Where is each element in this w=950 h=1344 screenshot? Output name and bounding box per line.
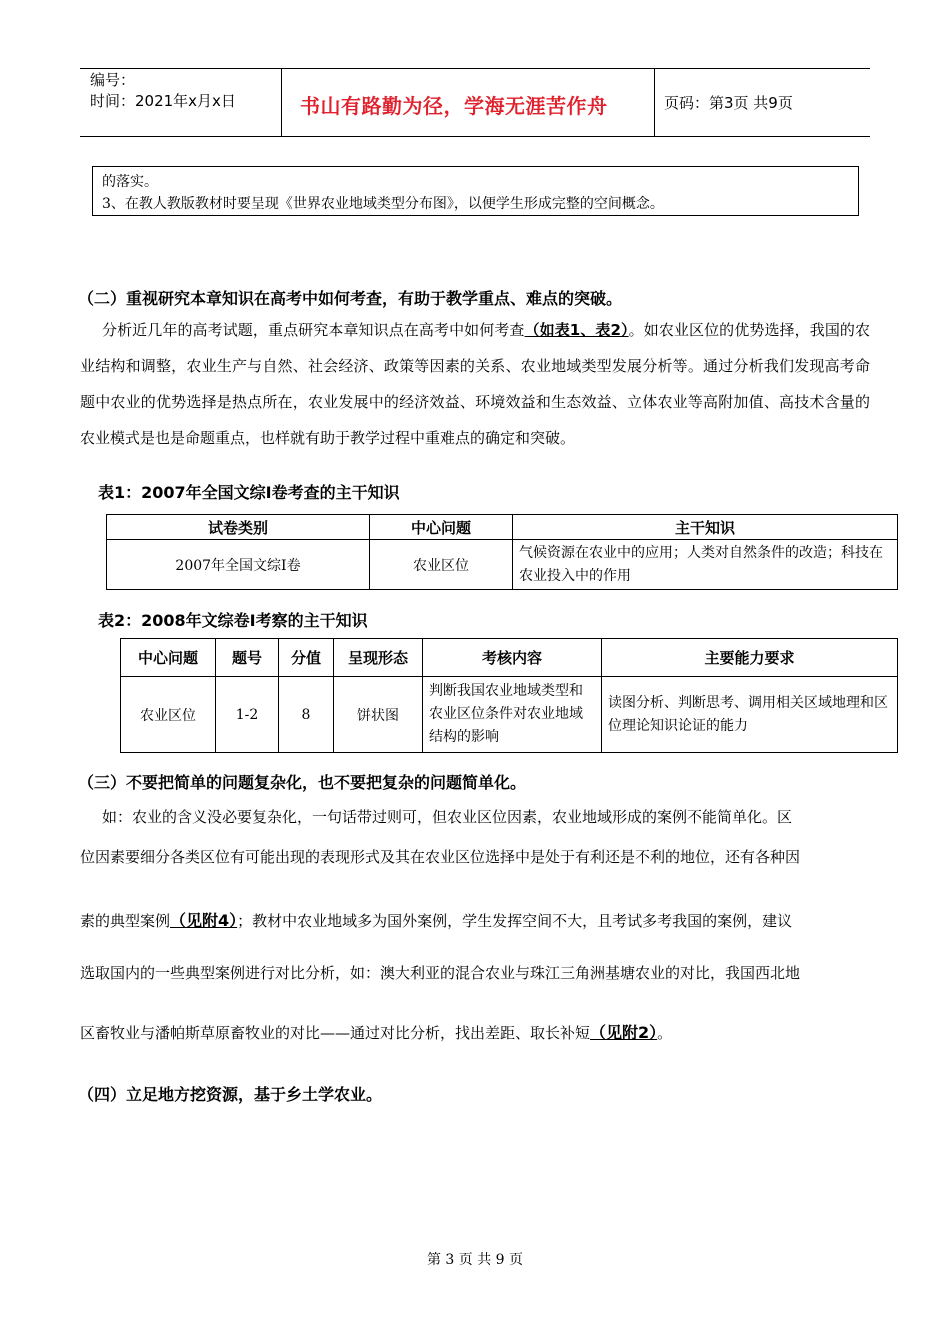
section-2-paragraph xyxy=(80,312,870,456)
section-4-heading: （四）立足地方挖资源，基于乡土学农业。 xyxy=(78,1085,383,1104)
header-bottom-rule xyxy=(80,136,870,137)
table-1-header: 试卷类别 xyxy=(107,515,370,540)
table-2-header: 主要能力要求 xyxy=(602,639,898,677)
table-2-cell: 判断我国农业地域类型和农业区位条件对农业地域结构的影响 xyxy=(423,677,602,753)
table-2-header: 分值 xyxy=(279,639,334,677)
table-1-header: 中心问题 xyxy=(370,515,513,540)
section-2-heading: （二）重视研究本章知识在高考中如何考查，有助于教学重点、难点的突破。 xyxy=(78,289,623,308)
table-2-cell: 饼状图 xyxy=(334,677,423,753)
table-2-header: 题号 xyxy=(216,639,279,677)
table-reference-link: （如表1、表2） xyxy=(524,321,629,339)
section-3-heading: （三）不要把简单的问题复杂化，也不要把复杂的问题简单化。 xyxy=(78,773,527,792)
section-3-text: 区畜牧业与潘帕斯草原畜牧业的对比——通过对比分析，找出差距、取长补短 xyxy=(80,1024,591,1042)
table-1-cell: 农业区位 xyxy=(370,540,513,590)
page-footer: 第 3 页 共 9 页 xyxy=(426,1252,524,1268)
table-2-caption: 表2：2008年文综卷Ⅰ考察的主干知识 xyxy=(98,611,368,630)
header-meta xyxy=(90,70,236,112)
section-2-text-post: 。如农业区位的优势选择，我国的农业结构和调整，农业生产与自然、社会经济、政策等因素的关系、农业地域类型发展分析等。通过分析我们发现高考命题中农业的优势选择是热点所在，农业发展中的经济效益、环境效益和生态效益、立体农业等高附加值、高技术含量的农业模式是也是命题重点，也样就有助于教学过程中重难点的确定和突破。 xyxy=(80,321,870,447)
appendix-2-reference: （见附2） xyxy=(590,1023,658,1042)
header-number: 编号： xyxy=(90,71,136,89)
table-1 xyxy=(106,514,898,590)
section-3-line-5 xyxy=(80,1020,672,1043)
continuation-line-1: 的落实。 xyxy=(102,174,158,190)
section-3-line-4: 选取国内的一些典型案例进行对比分析，如：澳大利亚的混合农业与珠江三角洲基塘农业的对比，我国西北地 xyxy=(80,964,801,982)
table-1-cell: 气候资源在农业中的应用；人类对自然条件的改造；科技在农业投入中的作用 xyxy=(513,540,898,590)
section-2-text-pre: 分析近几年的高考试题，重点研究本章知识点在高考中如何考查 xyxy=(102,321,525,339)
header-top-rule xyxy=(80,68,870,69)
section-3-text: 。 xyxy=(657,1024,673,1042)
table-2-cell: 农业区位 xyxy=(121,677,216,753)
section-3-text: ；教材中农业地域多为国外案例，学生发挥空间不大，且考试多考我国的案例，建议 xyxy=(237,912,793,930)
section-3-line-2: 位因素要细分各类区位有可能出现的表现形式及其在农业区位选择中是处于有利还是不利的地位，还有各种因 xyxy=(80,848,801,866)
continuation-line-2: 3、在教人教版教材时要呈现《世界农业地域类型分布图》，以便学生形成完整的空间概念。 xyxy=(102,196,664,212)
header-page-info: 页码：第3页 共9页 xyxy=(664,94,793,112)
table-1-cell: 2007年全国文综Ⅰ卷 xyxy=(107,540,370,590)
header-time: 时间：2021年x月x日 xyxy=(90,92,236,110)
table-2-header: 中心问题 xyxy=(121,639,216,677)
section-3-text: 素的典型案例 xyxy=(80,912,171,930)
table-2-header: 考核内容 xyxy=(423,639,602,677)
appendix-4-reference: （见附4） xyxy=(170,911,238,930)
table-1-header: 主干知识 xyxy=(513,515,898,540)
table-2-cell: 8 xyxy=(279,677,334,753)
header-divider-1 xyxy=(281,68,282,136)
header-divider-2 xyxy=(654,68,655,136)
header-motto: 书山有路勤为径，学海无涯苦作舟 xyxy=(300,94,608,118)
table-2 xyxy=(120,638,898,753)
table-1-caption: 表1：2007年全国文综Ⅰ卷考查的主干知识 xyxy=(98,483,400,502)
table-2-cell: 1-2 xyxy=(216,677,279,753)
continuation-box xyxy=(92,166,859,216)
section-3-line-1: 如：农业的含义没必要复杂化，一句话带过则可，但农业区位因素，农业地域形成的案例不能简单化。区 xyxy=(102,808,793,826)
table-2-header: 呈现形态 xyxy=(334,639,423,677)
section-3-line-3 xyxy=(80,908,792,931)
table-2-cell: 读图分析、判断思考、调用相关区域地理和区位理论知识论证的能力 xyxy=(602,677,898,753)
